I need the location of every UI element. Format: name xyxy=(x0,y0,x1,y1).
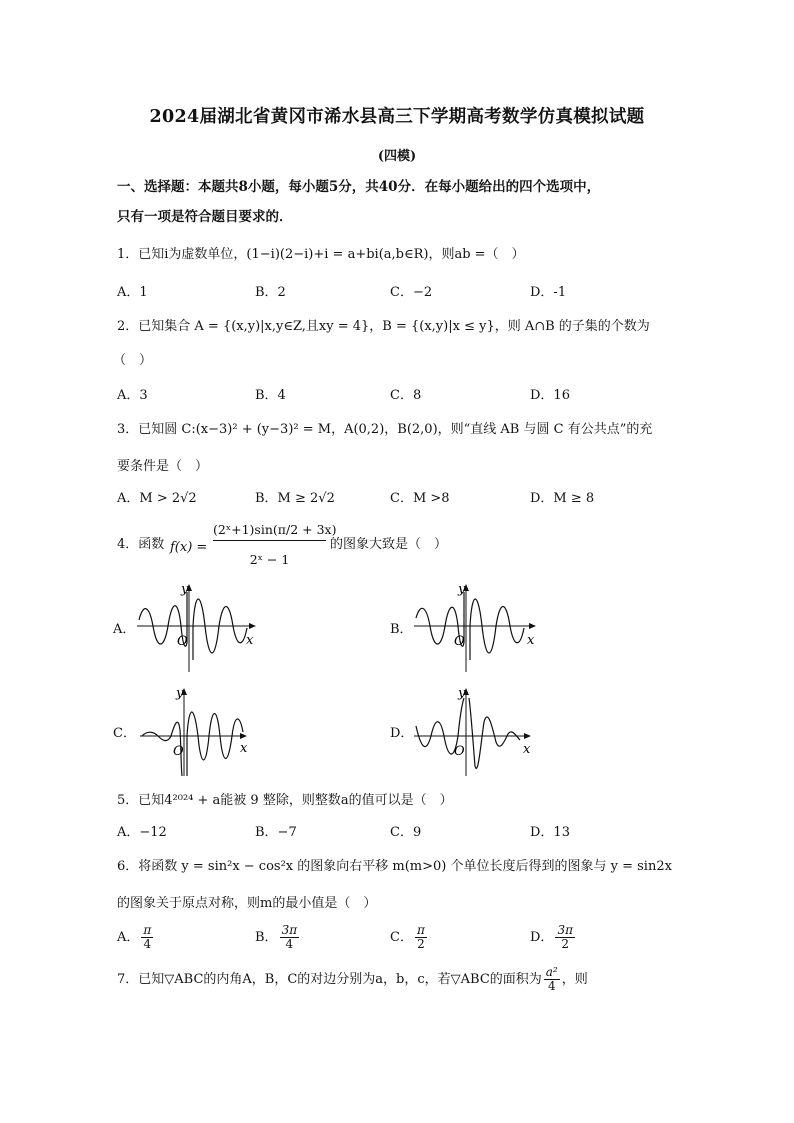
q5-option-b[interactable]: B．−7 xyxy=(255,825,297,840)
q5-option-c[interactable]: C．9 xyxy=(390,825,422,840)
graph-b-origin: O xyxy=(454,634,465,649)
q6-option-b-num: 3π xyxy=(281,923,298,937)
q6-option-c-label: C． xyxy=(390,930,413,946)
q4-option-a[interactable]: A． xyxy=(113,622,136,637)
graph-c[interactable] xyxy=(140,682,265,780)
q6-option-a-num: π xyxy=(143,923,152,937)
q6-option-a-den: 4 xyxy=(143,937,152,952)
graph-a-curve-right xyxy=(193,599,247,660)
graph-d[interactable] xyxy=(414,682,544,780)
graph-b-y-label: y xyxy=(458,582,466,597)
q6-option-b-frac xyxy=(280,924,300,951)
question-4-fx: f(x) = xyxy=(170,540,208,555)
q1-option-c[interactable]: C．−2 xyxy=(390,285,433,300)
q2-option-a[interactable]: A．3 xyxy=(117,388,148,403)
q6-option-a-label: A． xyxy=(117,930,140,946)
q3-option-b[interactable]: B．M ≥ 2√2 xyxy=(255,491,335,506)
q6-option-d-frac xyxy=(555,924,575,951)
question-4-denominator: 2ˣ − 1 xyxy=(249,552,290,567)
question-1-text: 1．已知i为虚数单位，(1−i)(2−i)+i = a+bi(a,b∈R)，则ab =（ ） xyxy=(117,247,525,262)
q4-option-b[interactable]: B． xyxy=(390,622,413,637)
graph-c-x-label: x xyxy=(240,741,248,756)
question-3-line1: 3．已知圆 C:(x−3)² + (y−3)² = M，A(0,2)，B(2,0)，则“直线 AB 与圆 C 有公共点”的充 xyxy=(117,422,653,437)
question-2-line1: 2．已知集合 A = {(x,y)|x,y∈Z,且xy = 4}，B = {(x,y)|x ≤ y}，则 A∩B 的子集的个数为 xyxy=(117,319,650,334)
question-4-suffix: 的图象大致是（ ） xyxy=(330,537,448,552)
q5-option-d[interactable]: D．13 xyxy=(530,825,570,840)
graph-c-x-arrow xyxy=(240,733,247,739)
q3-option-d[interactable]: D．M ≥ 8 xyxy=(530,491,595,506)
section-heading-line1: 一、选择题：本题共8小题，每小题5分，共40分．在每小题给出的四个选项中， xyxy=(117,179,601,195)
q4-option-c[interactable]: C． xyxy=(113,726,136,741)
q1-option-b[interactable]: B．2 xyxy=(255,285,286,300)
q6-option-a[interactable] xyxy=(117,924,155,951)
q6-option-b-den: 4 xyxy=(285,937,294,952)
graph-b[interactable] xyxy=(414,578,544,676)
q6-option-d-num: 3π xyxy=(557,923,573,937)
question-4-numerator: (2ˣ+1)sin(π/2 + 3x) xyxy=(213,522,326,541)
graph-b-x-label: x xyxy=(527,633,535,648)
q6-option-b[interactable] xyxy=(255,924,301,951)
graph-c-curve-right xyxy=(187,712,243,776)
graph-d-x-arrow xyxy=(524,733,531,739)
question-4-prefix: 4．函数 xyxy=(117,537,165,552)
q6-option-d[interactable] xyxy=(530,924,577,951)
q6-option-a-frac xyxy=(141,924,153,951)
question-3-line2: 要条件是（ ） xyxy=(117,459,209,474)
graph-a-origin: O xyxy=(177,634,188,649)
graph-b-x-arrow xyxy=(529,623,536,629)
graph-a-x-arrow xyxy=(249,623,256,629)
page-subtitle: (四模) xyxy=(377,149,417,164)
q6-option-c[interactable] xyxy=(390,924,429,951)
question-7-area-frac xyxy=(544,966,560,993)
question-6-line1: 6．将函数 y = sin²x − cos²x 的图象向右平移 m(m>0) 个单位长度后得到的图象与 y = sin2x xyxy=(117,859,672,874)
q6-option-c-frac xyxy=(415,924,427,951)
q6-option-d-label: D． xyxy=(530,930,554,946)
graph-d-x-label: x xyxy=(523,742,531,757)
graph-a-x-label: x xyxy=(246,633,254,648)
q2-option-d[interactable]: D．16 xyxy=(530,388,570,403)
graph-a[interactable] xyxy=(137,578,262,676)
q6-option-b-label: B． xyxy=(255,930,278,946)
q1-option-d[interactable]: D．-1 xyxy=(530,285,567,300)
graph-c-y-label: y xyxy=(176,686,184,701)
section-heading-line2: 只有一项是符合题目要求的． xyxy=(117,209,293,225)
q6-option-c-den: 2 xyxy=(417,937,425,952)
question-5-text: 5．已知4²⁰²⁴ + a能被 9 整除，则整数a的值可以是（ ） xyxy=(117,793,453,808)
graph-d-curve-right xyxy=(469,698,520,768)
q2-option-c[interactable]: C．8 xyxy=(390,388,422,403)
question-7-text-a: 7．已知▽ABC的内角A，B，C的对边分别为a，b，c，若▽ABC的面积为 xyxy=(117,972,542,988)
page-title: 2024届湖北省黄冈市浠水县高三下学期高考数学仿真模拟试题 xyxy=(149,107,645,127)
question-7-area-den: 4 xyxy=(547,979,556,994)
q3-option-a[interactable]: A．M > 2√2 xyxy=(117,491,197,506)
q6-option-c-num: π xyxy=(416,923,425,937)
graph-d-y-label: y xyxy=(458,686,466,701)
question-7-line xyxy=(117,966,588,993)
q2-option-b[interactable]: B．4 xyxy=(255,388,286,403)
graph-d-origin: O xyxy=(454,744,465,759)
graph-b-curve-right xyxy=(470,599,524,660)
q5-option-a[interactable]: A．−12 xyxy=(117,825,167,840)
question-7-text-b: ，则 xyxy=(561,972,588,988)
q6-option-d-den: 2 xyxy=(561,937,570,952)
graph-c-origin: O xyxy=(173,744,184,759)
graph-a-y-label: y xyxy=(181,582,189,597)
q4-option-d[interactable]: D． xyxy=(390,726,414,741)
q3-option-c[interactable]: C．M >8 xyxy=(390,491,450,506)
question-6-line2: 的图象关于原点对称，则m的最小值是（ ） xyxy=(117,896,377,911)
question-2-line2: （ ） xyxy=(113,353,153,368)
q1-option-a[interactable]: A．1 xyxy=(117,285,148,300)
question-7-area-num: a² xyxy=(545,965,558,979)
